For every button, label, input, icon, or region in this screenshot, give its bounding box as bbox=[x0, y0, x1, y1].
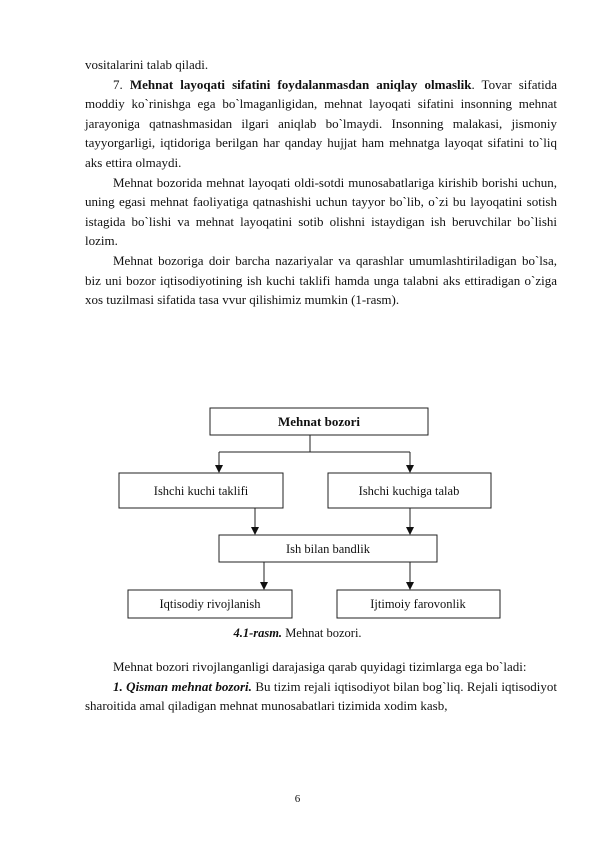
labor-market-diagram bbox=[0, 400, 595, 650]
paragraph-4 bbox=[85, 657, 557, 677]
paragraph-3 bbox=[85, 251, 557, 310]
box-mehnat-bozori-label: Mehnat bozori bbox=[278, 414, 360, 429]
paragraph-0-text: vositalarini talab qiladi. bbox=[85, 57, 209, 72]
text-block-top bbox=[85, 55, 557, 310]
paragraph-4-text: Mehnat bozori rivojlanganligi darajasiga qarab quyidagi tizimlarga ega bo`ladi: bbox=[113, 659, 527, 674]
box-social-welfare-label: Ijtimoiy farovonlik bbox=[370, 597, 466, 611]
paragraph-2 bbox=[85, 173, 557, 251]
box-demand-label: Ishchi kuchiga talab bbox=[358, 484, 460, 498]
paragraph-5 bbox=[85, 677, 557, 716]
paragraph-1 bbox=[85, 75, 557, 173]
figure-number: 4.1-rasm. bbox=[233, 626, 283, 640]
figure-caption bbox=[0, 626, 595, 641]
paragraph-1-heading: Mehnat layoqati sifatini foydalanmasdan aniqlay olmaslik bbox=[129, 76, 472, 92]
figure-caption-text: Mehnat bozori. bbox=[282, 626, 362, 640]
box-economic-development-label: Iqtisodiy rivojlanish bbox=[159, 597, 261, 611]
paragraph-2-text: Mehnat bozorida mehnat layoqati oldi-sotdi munosabatlariga kirishib borishi uchun, uning egasi mehnat faoliyatiga qatnashishi uchun tayyor bo`lib, o`zi bu layoqatini sotish istagida bo`lishi va mehnat layoqatini sotib olishni istaydigan ish beruvchilar bo`lishi lozim. bbox=[85, 174, 557, 249]
paragraph-5-heading: 1. Qisman mehnat bozori. bbox=[113, 678, 252, 694]
paragraph-3-text: Mehnat bozoriga doir barcha nazariyalar va qarashlar umumlashtiriladigan bo`lsa, biz uni bozor iqtisodiyotining ish kuchi taklifi hamda unga talabni aks ettiradigan o`ziga xos tuzilmasi sifatida tasa vvur qilishimiz mumkin (1-rasm). bbox=[85, 252, 557, 308]
box-supply-label: Ishchi kuchi taklifi bbox=[153, 484, 249, 498]
paragraph-1-text: . Tovar sifatida moddiy ko`rinishga ega bo`lmaganligidan, mehnat layoqati sifatini insonning mehnat jarayoniga qatnashmasidan ilgari aniqlab bo`lmaydi. Insonning malakasi, jismoniy tayyorgarligi, iqtidoriga berilgan har qanday hujjat ham mehnatga layoqat sifatini to`liq aks ettira olmaydi. bbox=[85, 76, 558, 170]
page-number: 6 bbox=[294, 793, 301, 805]
text-block-bottom bbox=[85, 657, 557, 716]
paragraph-1-number: 7. bbox=[113, 76, 130, 92]
paragraph-5-text: Bu tizim rejali iqtisodiyot bilan bog`liq. Rejali iqtisodiyot sharoitida amal qiladigan mehnat munosabatlari tizimida xodim kasb, bbox=[85, 678, 558, 714]
box-employment-label: Ish bilan bandlik bbox=[285, 542, 371, 556]
paragraph-0 bbox=[85, 55, 557, 75]
